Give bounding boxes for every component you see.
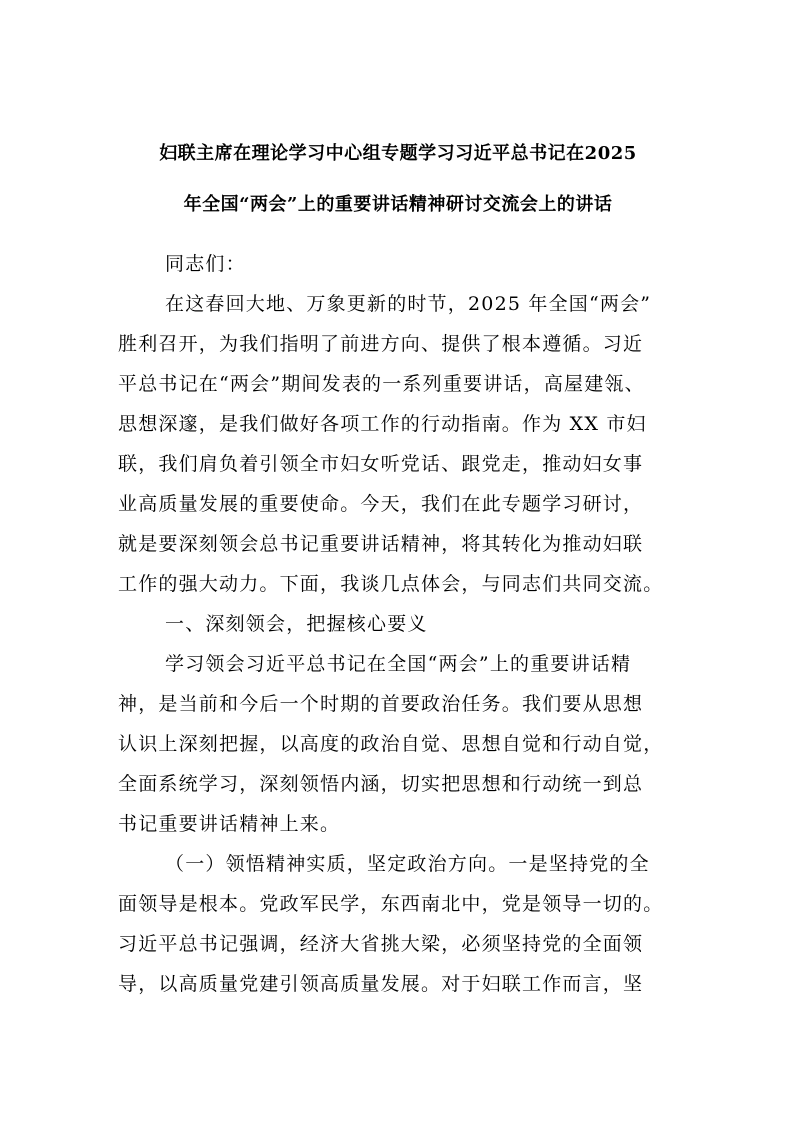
- paragraph-1-line: 工作的强大动力。下面，我谈几点体会，与同志们共同交流。: [118, 573, 664, 595]
- paragraph-1-line: 平总书记在“两会”期间发表的一系列重要讲话，高屋建瓴、: [118, 373, 645, 395]
- paragraph-1-line: 胜利召开，为我们指明了前进方向、提供了根本遵循。习近: [118, 333, 644, 355]
- paragraph-3-line: 习近平总书记强调，经济大省挑大梁，必须坚持党的全面领: [118, 933, 644, 955]
- paragraph-2-line: 书记重要讲话精神上来。: [118, 813, 341, 835]
- paragraph-1-line: 在这春回大地、万象更新的时节，2025 年全国“两会”: [165, 293, 652, 315]
- paragraph-3-line: 面领导是根本。党政军民学，东西南北中，党是领导一切的。: [118, 893, 664, 915]
- title-line-1: 妇联主席在理论学习中心组专题学习习近平总书记在2025: [159, 143, 637, 164]
- paragraph-1-line: 业高质量发展的重要使命。今天，我们在此专题学习研讨，: [118, 493, 644, 515]
- paragraph-3-line: （一）领悟精神实质，坚定政治方向。一是坚持党的全: [165, 853, 650, 875]
- section-heading: 一、深刻领会，把握核心要义: [165, 613, 428, 635]
- title-line-2: 年全国“两会”上的重要讲话精神研讨交流会上的讲话: [183, 194, 613, 215]
- paragraph-2-line: 学习领会习近平总书记在全国“两会”上的重要讲话精: [165, 653, 632, 675]
- document-body: [118, 244, 688, 1004]
- document-title: [118, 128, 678, 230]
- paragraph-1-line: 联，我们肩负着引领全市妇女听党话、跟党走，推动妇女事: [118, 453, 644, 475]
- paragraph-2-line: 认识上深刻把握，以高度的政治自觉、思想自觉和行动自觉，: [118, 733, 664, 755]
- paragraph-1-line: 思想深邃，是我们做好各项工作的行动指南。作为 XX 市妇: [118, 413, 647, 435]
- paragraph-2-line: 神，是当前和今后一个时期的首要政治任务。我们要从思想: [118, 693, 644, 715]
- paragraph-2-line: 全面系统学习，深刻领悟内涵，切实把思想和行动统一到总: [118, 773, 644, 795]
- greeting: 同志们：: [165, 253, 246, 275]
- paragraph-3-line: 导，以高质量党建引领高质量发展。对于妇联工作而言，坚: [118, 973, 644, 995]
- paragraph-1-line: 就是要深刻领会总书记重要讲话精神，将其转化为推动妇联: [118, 533, 644, 555]
